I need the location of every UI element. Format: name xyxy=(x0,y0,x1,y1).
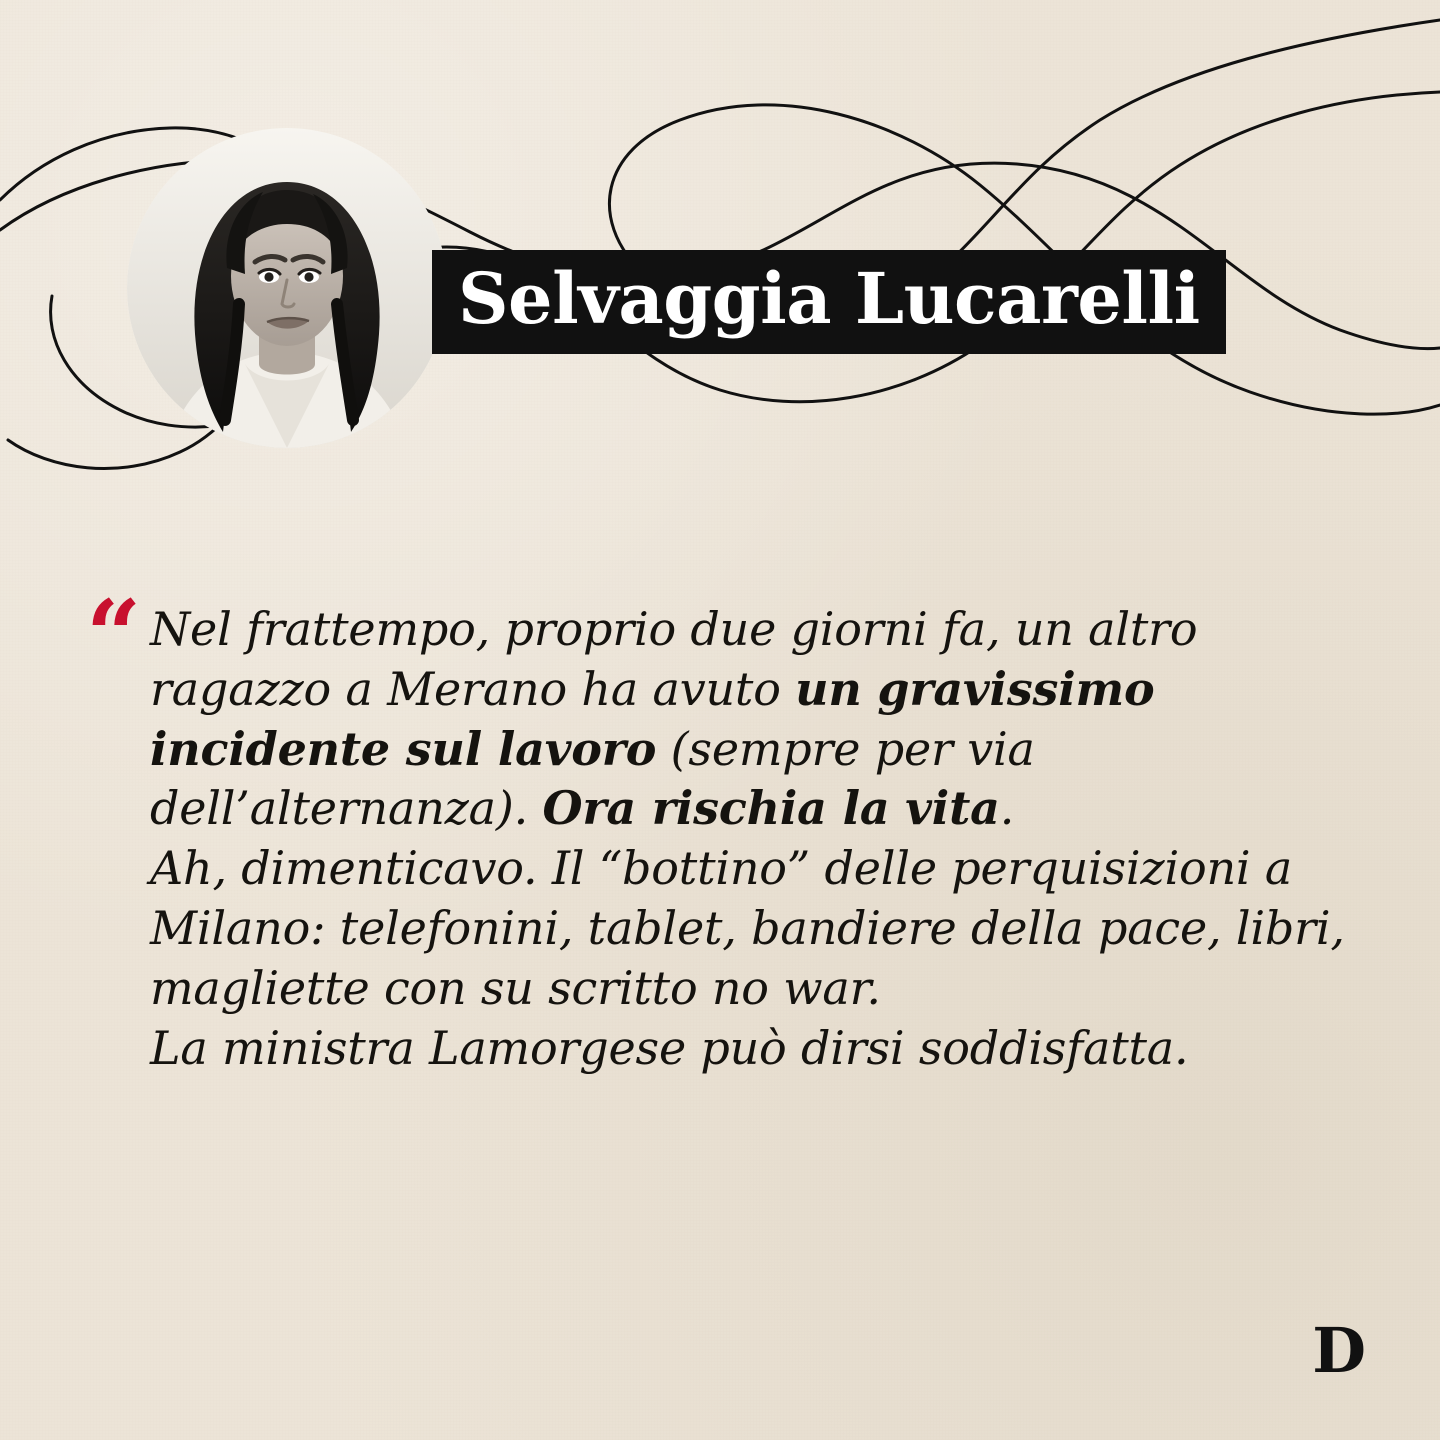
publisher-logo: D xyxy=(1312,1314,1366,1387)
quote-run: Nel frattempo, proprio due giorni fa, un altro ragazzo a Merano ha avuto xyxy=(150,602,1198,716)
quote-run: Ah, dimenticavo. Il “bottino” delle perquisizioni a Milano: telefonini, tablet, bandiere della pace, libri, magliette con su scritto no war. xyxy=(150,841,1345,1015)
quote-emphasis: Ora rischia la vita xyxy=(542,781,1000,836)
avatar xyxy=(127,128,447,448)
quote-run: . xyxy=(999,781,1015,836)
quote-run: (sempre per via dell’alternanza). xyxy=(150,721,1035,836)
quote-paragraph xyxy=(150,1019,1356,1079)
author-name: Selvaggia Lucarelli xyxy=(432,250,1226,354)
author-header xyxy=(0,118,1440,478)
quote-mark-icon: “ xyxy=(86,579,138,692)
quote-block xyxy=(86,579,1356,1078)
quote-emphasis: un gravissimo incidente sul lavoro xyxy=(150,661,1155,776)
quote-paragraph xyxy=(150,600,1356,839)
quote-paragraph xyxy=(150,839,1356,1018)
quote-run: La ministra Lamorgese può dirsi soddisfatta. xyxy=(150,1020,1189,1075)
quote-text xyxy=(86,579,1356,1078)
